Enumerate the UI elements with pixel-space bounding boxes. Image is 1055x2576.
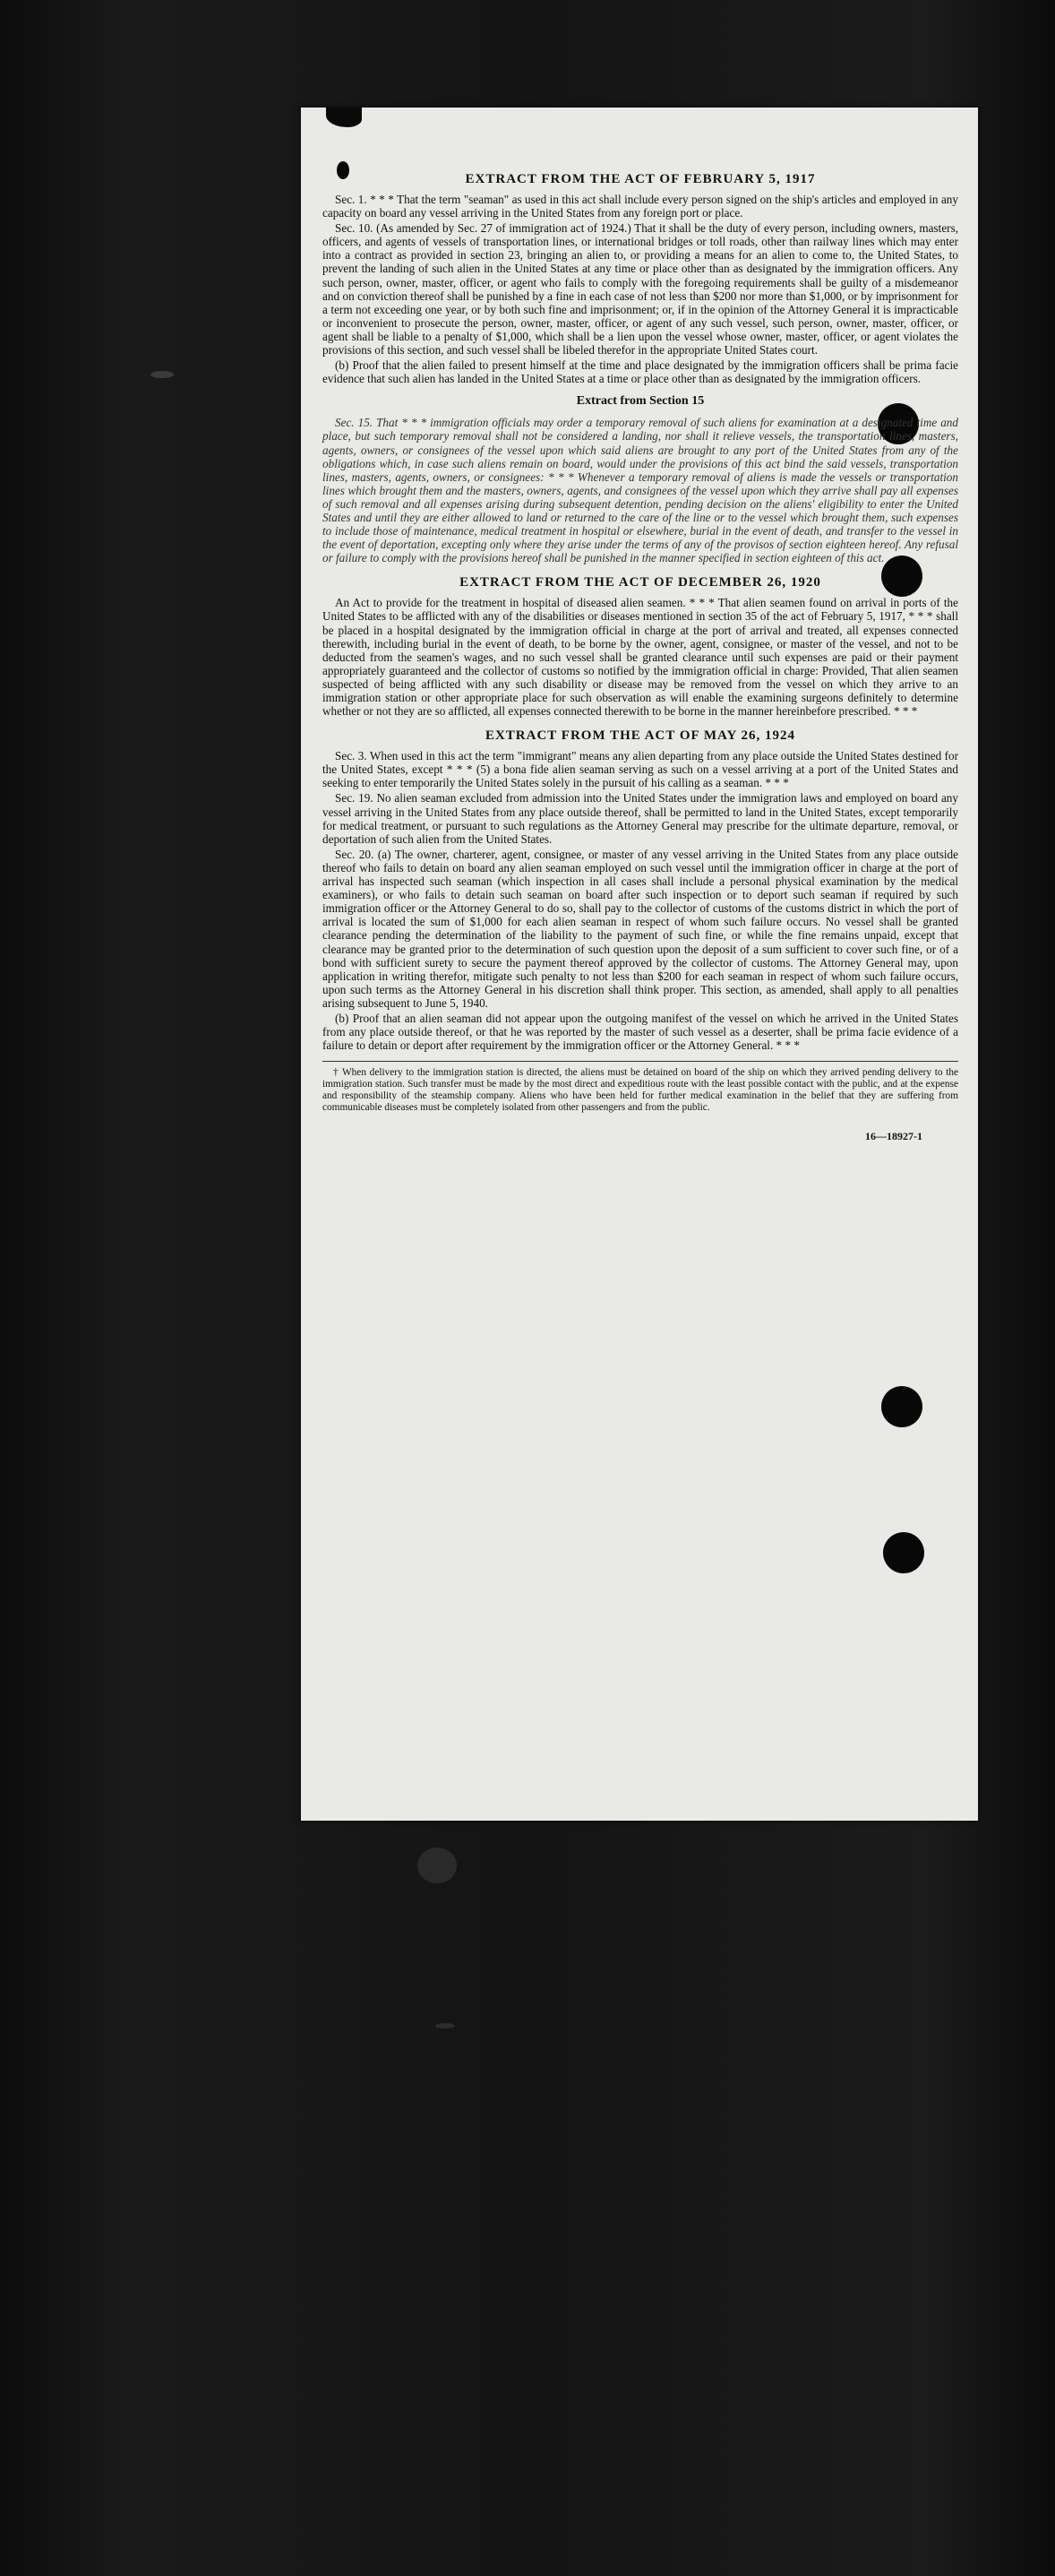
section-heading-1920: EXTRACT FROM THE ACT OF DECEMBER 26, 1920 xyxy=(459,575,821,590)
paragraph-1917-sec10: Sec. 10. (As amended by Sec. 27 of immigration act of 1924.) That it shall be the duty of every person, including owners, masters, officers, and agents of vessels of transportation lines, or international bridges or toll roads, other than railway lines which may enter into a contract as provided in section 23, bringing an alien to, or providing a means for an alien to come to, the United States, to prevent the landing of such alien in the United States at any time or place other than as designated by the immigration officers. Any such person, owner, master, officer, or agent who fails to comply with the foregoing requirements shall be guilty of a misdemeanor and on conviction thereof shall be punished by a fine in each case of not less than $200 nor more than $1,000, or by imprisonment for a term not exceeding one year, or by both such fine and imprisonment; or, if in the opinion of the Attorney General it is impracticable or inconvenient to prosecute the person, owner, master, officer, or agent of any such vessel, such person, owner, master, officer, or agent shall be liable to a penalty of $1,000, which shall be a lien upon the vessel whose owner, master, officer, or agent violates the provisions of this section, and such vessel shall be libeled therefor in the appropriate United States court. xyxy=(322,221,958,358)
page-tear xyxy=(326,108,362,127)
subheading-section15: Extract from Section 15 xyxy=(576,394,705,409)
paragraph-1917-proof: (b) Proof that the alien failed to present himself at the time and place designated by the immigration officers shall be prima facie evidence that such alien has landed in the United States at a time or place other than as designated by the immigration officers. xyxy=(322,358,958,386)
paragraph-section15: Sec. 15. That * * * immigration officials may order a temporary removal of such aliens for examination at a designated time and place, but such temporary removal shall not be considered a landing, nor shall it relieve vessels, the transportation lines, masters, agents, owners, or consignees of the vessel upon which said aliens are brought to any port of the United States from any of the obligations which, in case such aliens remain on board, would under the provisions of this act bind the said vessels, transportation lines, masters, agents, owners, or consignees: * * * Whenever a temporary removal of aliens is made the vessels or transportation lines which brought them and the masters, owners, agents, and consignees of the vessel upon which they arrive shall pay all expenses of such removal and all expenses arising during subsequent detention, pending decision on the aliens' eligibility to enter the United States and until they are either allowed to land or returned to the care of the line or to the vessel which brought them, such expenses to include those of maintenance, medical treatment in hospital or elsewhere, burial in the event of death, and transfer to the vessel in the event of deportation, excepting only where they arise under the terms of any of the provisos of section eighteen hereof. Any refusal or failure to comply with the provisions hereof shall be punished in the manner specified in section eighteen of this act. xyxy=(322,416,958,565)
section-heading-1924: EXTRACT FROM THE ACT OF MAY 26, 1924 xyxy=(485,728,796,744)
document-body xyxy=(322,172,958,1143)
paragraph-1924-sec20b: (b) Proof that an alien seaman did not appear upon the outgoing manifest of the vessel on which he arrived in the United States from any place outside thereof, or that he was reported by the master of such vessel as a deserter, shall be prima facie evidence of a failure to detain or deport after requirement by the immigration officer or the Attorney General. * * * xyxy=(322,1011,958,1053)
form-number: 16—18927-1 xyxy=(865,1130,922,1143)
paragraph-1924-sec3: Sec. 3. When used in this act the term "immigrant" means any alien departing from any place outside the United States destined for the United States, except * * * (5) a bona fide alien seaman serving as such on a vessel arriving at a port of the United States and seeking to enter temporarily the United States solely in the pursuit of his calling as a seaman. * * * xyxy=(322,749,958,790)
punch-hole xyxy=(881,1386,922,1427)
paragraph-1917-sec1: Sec. 1. * * * That the term "seaman" as used in this act shall include every person signed on the ship's articles and employed in any capacity on board any vessel arriving in the United States from any foreign port or place. xyxy=(322,193,958,220)
paragraph-1924-sec19: Sec. 19. No alien seaman excluded from admission into the United States under the immigration laws and employed on board any vessel arriving in the United States from any place outside thereof, shall be permitted to land in the United States, except temporarily for medical treatment, or pursuant to such regulations as the Attorney General may prescribe for the ultimate departure, removal, or deportation of such alien from the United States. xyxy=(322,791,958,846)
film-speck xyxy=(417,1848,457,1883)
document-page xyxy=(301,108,978,1821)
film-speck xyxy=(150,371,174,378)
punch-hole xyxy=(883,1532,924,1573)
footnote-divider xyxy=(322,1061,958,1062)
film-speck xyxy=(435,2023,455,2029)
paragraph-1924-sec20a: Sec. 20. (a) The owner, charterer, agent, consignee, or master of any vessel arriving in the United States from any place outside thereof who fails to detain on board any alien seaman employed on such vessel until the immigration officer in charge at the port of arrival has inspected such seaman (which inspection in all cases shall include a personal physical examination by the medical examiners), or who fails to detain such seaman on board after such inspection or to deport such seaman if required by such immigration officer or the Attorney General to do so, shall pay to the collector of customs of the customs district in which the port of arrival is located the sum of $1,000 for each alien seaman in respect of whom such failure occurs. No vessel shall be granted clearance pending the determination of the liability to the payment of such fine, or while the fine remains unpaid, except that clearance may be granted prior to the determination of such question upon the deposit of a sum sufficient to cover such fine, or of a bond with sufficient surety to secure the payment thereof approved by the collector of customs. The Attorney General may, upon application in writing therefor, mitigate such penalty to not less than $200 for each seaman in respect of whom such failure occurs, upon such terms as the Attorney General in his discretion shall think proper. This section, as amended, shall apply to all penalties arising subsequent to June 5, 1940. xyxy=(322,847,958,1010)
section-heading-1917: EXTRACT FROM THE ACT OF FEBRUARY 5, 1917 xyxy=(465,172,816,186)
paragraph-1920: An Act to provide for the treatment in hospital of diseased alien seamen. * * * That alien seamen found on arrival in ports of the United States to be afflicted with any of the disabilities or diseases mentioned in section 35 of the act of February 5, 1917, * * * shall be placed in a hospital designated by the immigration official in charge at the port of arrival and treated, all expenses connected therewith, including burial in the event of death, to be borne by the owner, agent, consignee, or master of the vessel, and not to be deducted from the seamen's wages, and no such vessel shall be granted clearance until such expenses are paid or their payment appropriately guaranteed and the collector of customs so notified by the immigration official in charge: Provided, That alien seamen suspected of being afflicted with any such disability or disease may be removed from the vessel on which they arrive to an immigration station or other appropriate place for such observation as will enable the examining surgeons definitely to determine whether or not they are so afflicted, all expenses connected therewith to be borne in the manner hereinbefore prescribed. * * * xyxy=(322,596,958,719)
footnote: † When delivery to the immigration station is directed, the aliens must be detained on board of the ship on which they arrived pending delivery to the immigration station. Such transfer must be made by the most direct and expeditious route with the least possible contact with the public, and at the expense and responsibility of the steamship company. Aliens who have been held for further medical examination in the belief that they are suffering from communicable diseases must be completely isolated from other passengers and from the public. xyxy=(322,1067,958,1114)
